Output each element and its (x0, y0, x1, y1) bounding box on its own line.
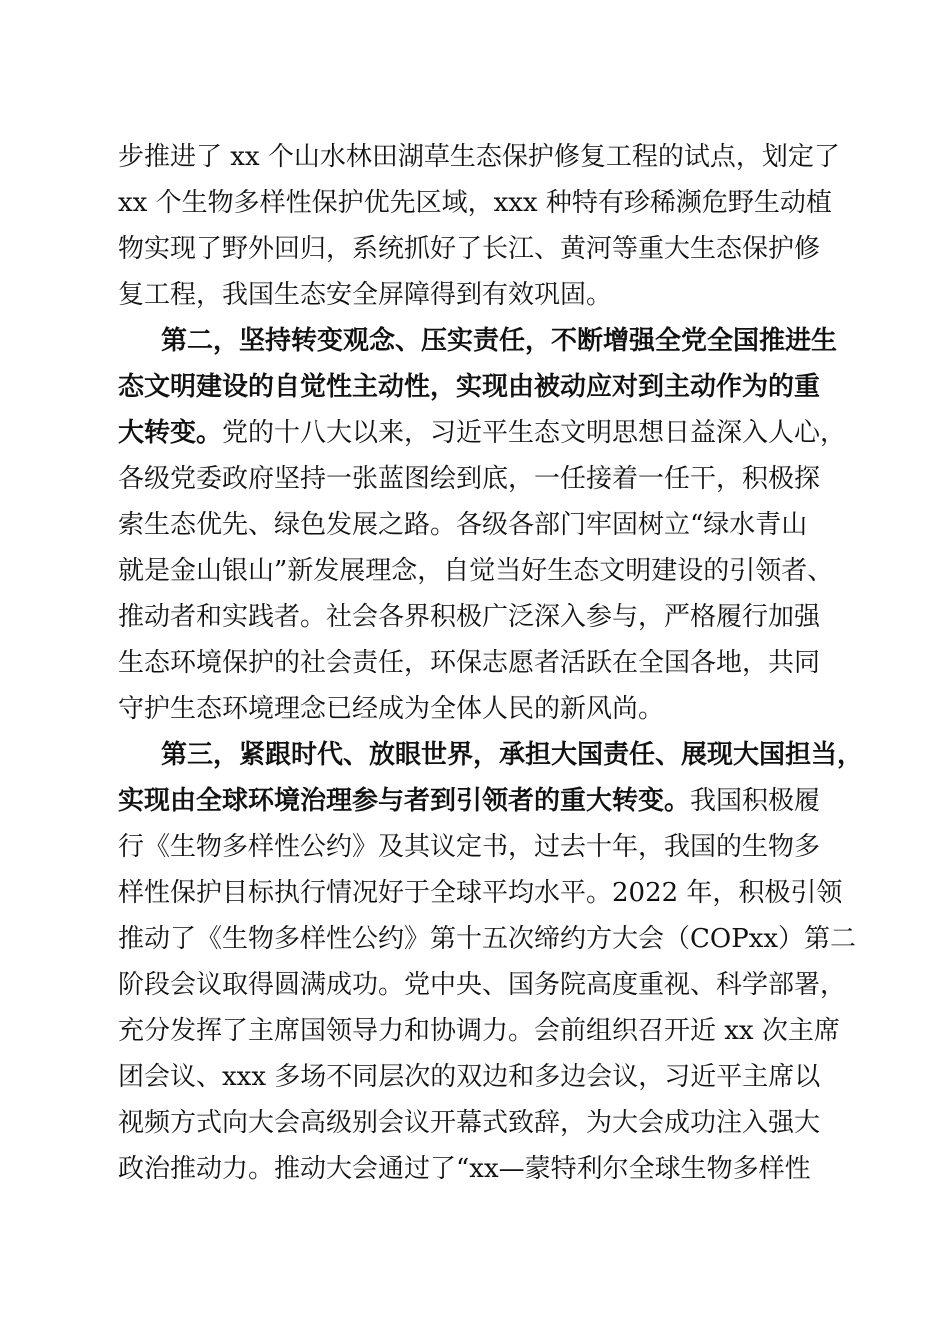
paragraph-3-body-line-8: 视频方式向大会高级别会议开幕式致辞，为大会成功注入强大 (118, 1108, 821, 1138)
paragraph-3-body-line-4: 推动了《生物多样性公约》第十五次缔约方大会（COPxx）第二 (118, 924, 857, 954)
paragraph-1-line-1: 步推进了 xx 个山水林田湖草生态保护修复工程的试点，划定了 (118, 142, 840, 172)
paragraph-3-body-line-7: 团会议、xxx 多场不同层次的双边和多边会议，习近平主席以 (118, 1062, 821, 1092)
paragraph-1-line-2: xx 个生物多样性保护优先区域，xxx 种特有珍稀濒危野生动植 (118, 188, 832, 218)
paragraph-2-body-line-3: 索生态优先、绿色发展之路。各级各部门牢固树立“绿水青山 (118, 510, 808, 540)
paragraph-3-body-line-5: 阶段会议取得圆满成功。党中央、国务院高度重视、科学部署， (118, 970, 847, 1000)
paragraph-2-line-3 (118, 413, 847, 453)
paragraph-3-body-line-2: 行《生物多样性公约》及其议定书，过去十年，我国的生物多 (118, 832, 821, 862)
paragraph-3-heading-line-1: 第三，紧跟时代、放眼世界，承担大国责任、展现大国担当， (161, 740, 864, 770)
paragraph-3-body-line-9: 政治推动力。推动大会通过了“xx—蒙特利尔全球生物多样性 (118, 1154, 811, 1184)
paragraph-3-body-line-3: 样性保护目标执行情况好于全球平均水平。2022 年，积极引领 (118, 878, 843, 908)
paragraph-2-body-line-7: 守护生态环境理念已经成为全体人民的新风尚。 (118, 694, 665, 724)
paragraph-3-body-line-1: 我国积极履 (690, 786, 821, 816)
paragraph-2-heading-line-1: 第二，坚持转变观念、压实责任，不断增强全党全国推进生 (161, 326, 838, 356)
paragraph-2-body-line-2: 各级党委政府坚持一张蓝图绘到底，一任接着一任干，积极探 (118, 464, 821, 494)
paragraph-2-body-line-5: 推动者和实践者。社会各界积极广泛深入参与，严格履行加强 (118, 602, 821, 632)
paragraph-3-line-2 (118, 781, 830, 821)
paragraph-2-heading-line-3: 大转变。 (118, 418, 223, 448)
paragraph-3-heading-line-2: 实现由全球环境治理参与者到引领者的重大转变。 (118, 786, 691, 816)
paragraph-2-heading-line-2: 态文明建设的自觉性主动性，实现由被动应对到主动作为的重 (118, 372, 821, 402)
paragraph-2-body-line-4: 就是金山银山”新发展理念，自觉当好生态文明建设的引领者、 (118, 556, 834, 586)
paragraph-2-body-line-6: 生态环境保护的社会责任，环保志愿者活跃在全国各地，共同 (118, 648, 821, 678)
paragraph-3-body-line-6: 充分发挥了主席国领导力和协调力。会前组织召开近 xx 次主席 (118, 1016, 840, 1046)
paragraph-1-line-4: 复工程，我国生态安全屏障得到有效巩固。 (118, 280, 613, 310)
paragraph-2-body-line-1: 党的十八大以来，习近平生态文明思想日益深入人心， (222, 418, 847, 448)
paragraph-1-line-3: 物实现了野外回归，系统抓好了长江、黄河等重大生态保护修 (118, 234, 821, 264)
